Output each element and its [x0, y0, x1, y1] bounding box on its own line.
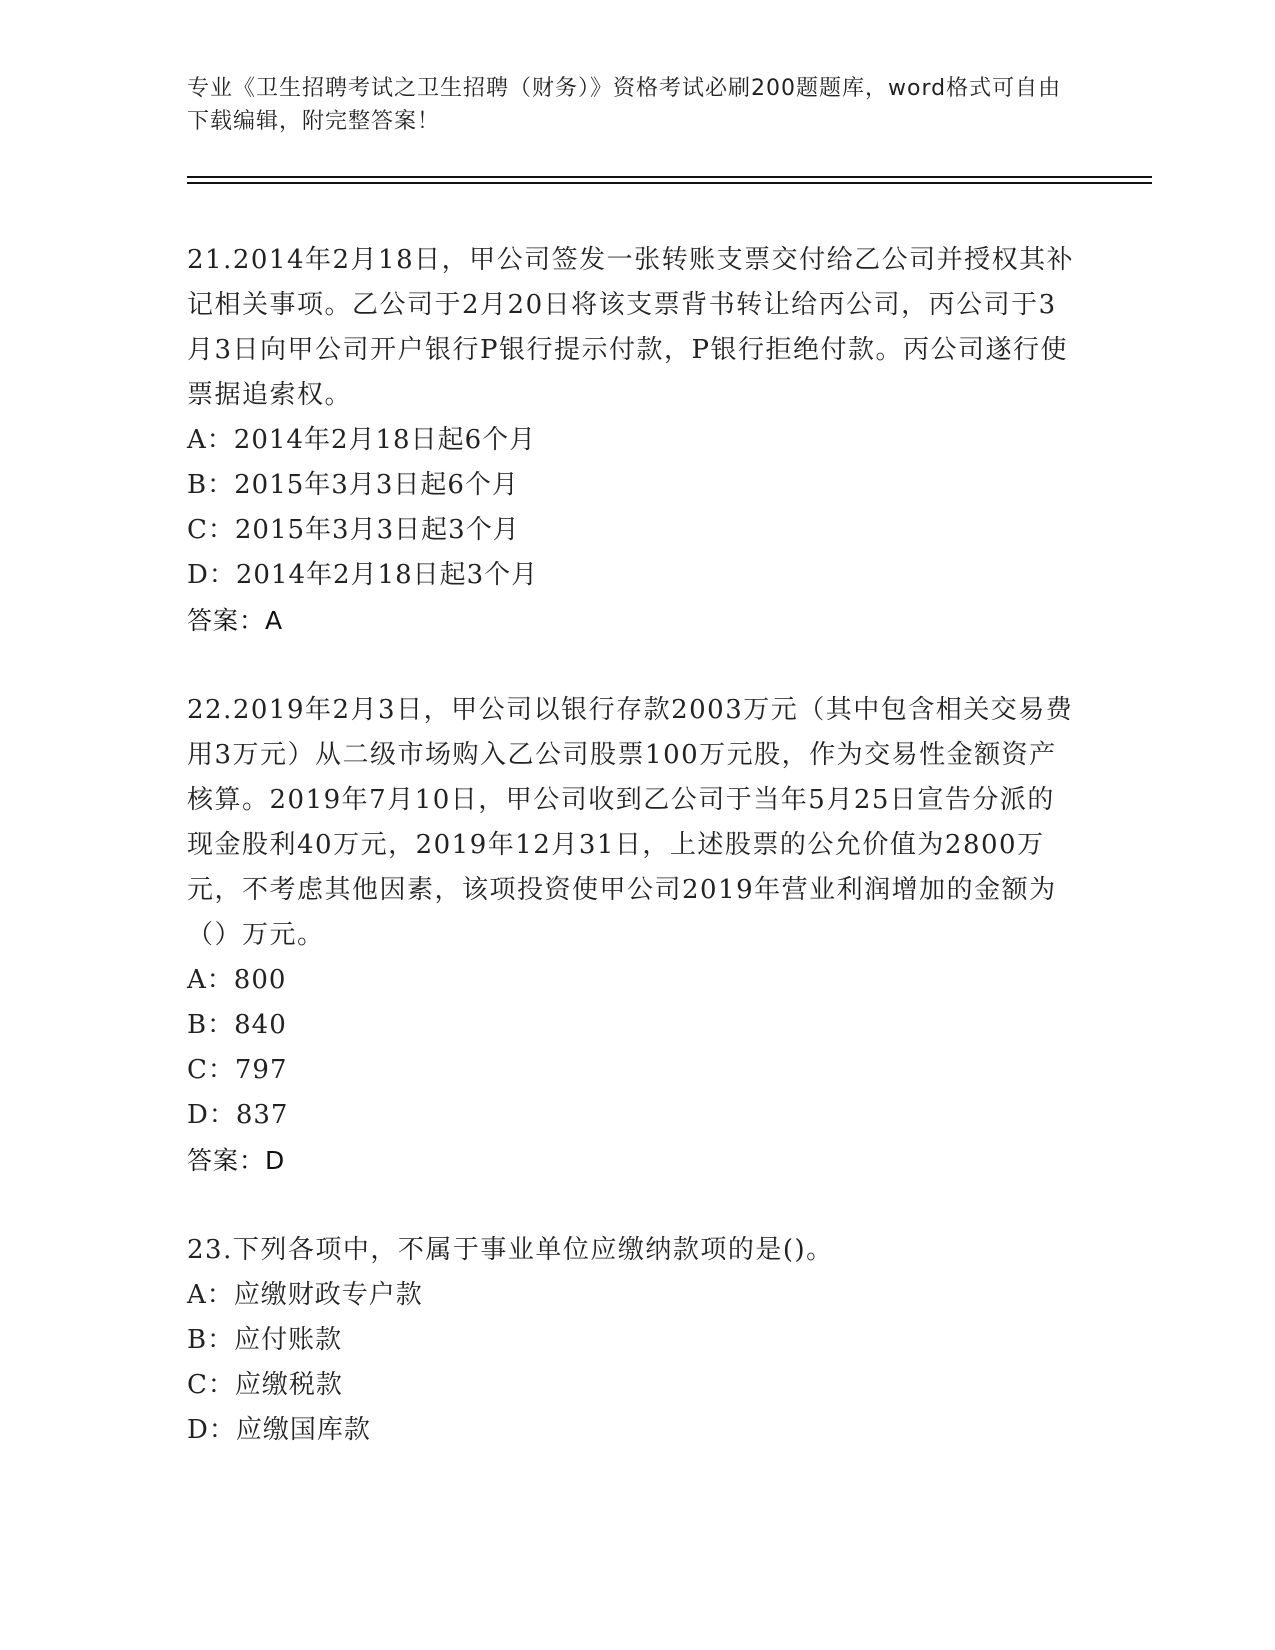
document-header — [187, 72, 1067, 138]
option-a: A：2014年2月18日起6个月 — [187, 425, 537, 455]
option-c: C：797 — [187, 1055, 288, 1085]
question-stem: 21.2014年2月18日，甲公司签发一张转账支票交付给乙公司并授权其补记相关事项。乙公司于2月20日将该支票背书转让给丙公司，丙公司于3月3日向甲公司开户银行P银行提示付款，P银行拒绝付款。丙公司遂行使票据追索权。 — [187, 245, 1075, 410]
answer-label: 答案：A — [187, 606, 284, 635]
answer-label: 答案：D — [187, 1146, 286, 1175]
option-a: A：800 — [187, 965, 287, 995]
option-d: D：应缴国库款 — [187, 1415, 371, 1445]
question-22 — [187, 688, 1077, 1183]
question-stem: 22.2019年2月3日，甲公司以银行存款2003万元（其中包含相关交易费用3万元）从二级市场购入乙公司股票100万元股，作为交易性金额资产核算。2019年7月10日，甲公司收到乙公司于当年5月25日宣告分派的现金股利40万元，2019年12月31日，上述股票的公允价值为2800万元，不考虑其他因素，该项投资使甲公司2019年营业利润增加的金额为（）万元。 — [187, 695, 1074, 950]
option-b: B：应付账款 — [187, 1325, 343, 1355]
option-b: B：840 — [187, 1010, 287, 1040]
question-list — [187, 238, 1077, 1498]
question-stem: 23.下列各项中，不属于事业单位应缴纳款项的是()。 — [187, 1235, 834, 1265]
question-21 — [187, 238, 1077, 643]
option-d: D：837 — [187, 1100, 289, 1130]
header-divider-top — [187, 176, 1152, 178]
option-c: C：2015年3月3日起3个月 — [187, 515, 520, 545]
header-title: 专业《卫生招聘考试之卫生招聘（财务）》资格考试必刷200题题库，word格式可自由下载编辑，附完整答案！ — [187, 76, 1062, 134]
option-b: B：2015年3月3日起6个月 — [187, 470, 519, 500]
header-divider-bottom — [187, 182, 1152, 184]
option-c: C：应缴税款 — [187, 1370, 343, 1400]
option-a: A：应缴财政专户款 — [187, 1280, 423, 1310]
question-23 — [187, 1228, 1077, 1453]
option-d: D：2014年2月18日起3个月 — [187, 560, 539, 590]
